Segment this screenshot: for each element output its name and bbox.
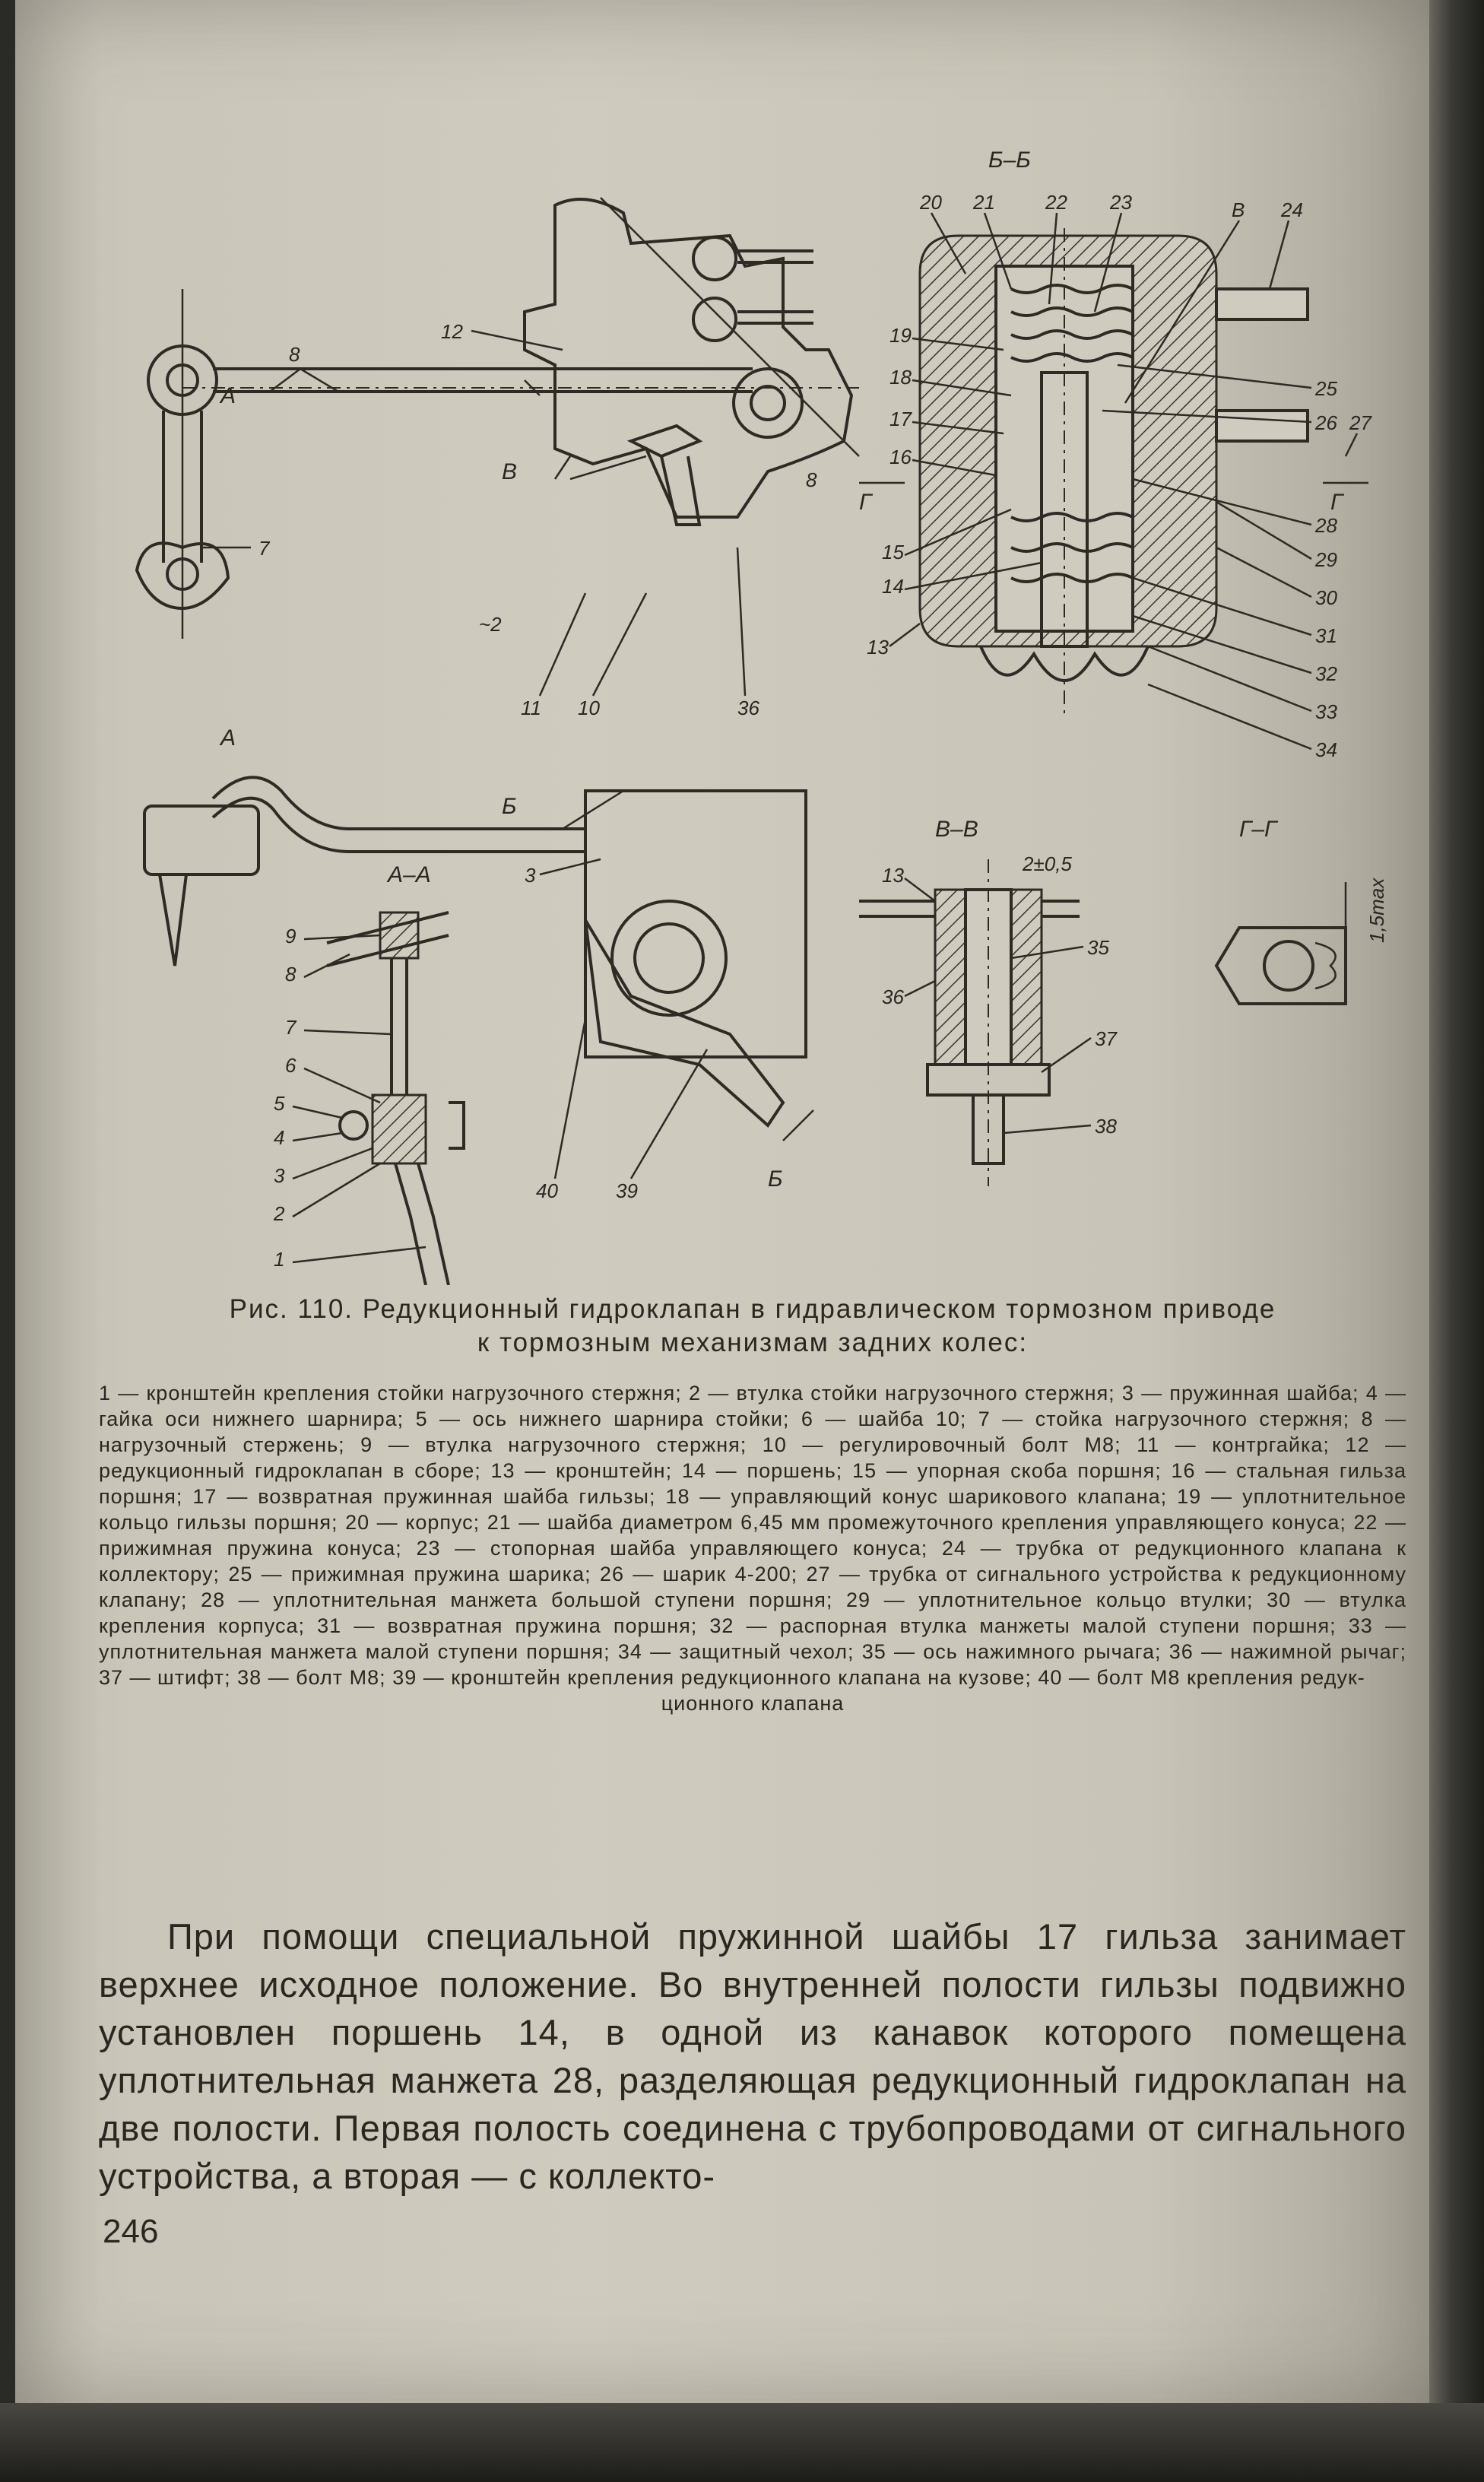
label-40: 40 [536, 1179, 558, 1202]
figure-caption-title [106, 1293, 1399, 1360]
book-page [15, 0, 1429, 2403]
label-2: 2 [274, 1202, 285, 1225]
label-19: 19 [889, 324, 912, 347]
label-23: 23 [1110, 191, 1132, 214]
label-24: 24 [1281, 198, 1303, 221]
book-spine-edge [1429, 0, 1484, 2482]
label-8-aa: 8 [285, 963, 296, 986]
plan-view [144, 777, 813, 1202]
figure-legend [99, 1380, 1406, 1716]
section-aa-view [273, 862, 464, 1285]
label-39: 39 [616, 1179, 638, 1202]
label-g-right: Г [1330, 490, 1343, 515]
label-10: 10 [578, 697, 600, 719]
legend-last-line: ционного клапана [661, 1692, 845, 1715]
label-v-left: В [502, 459, 518, 484]
section-gg-view [1216, 817, 1388, 1004]
label-15: 15 [882, 541, 904, 563]
label-29: 29 [1315, 548, 1337, 571]
section-vv-title: В–В [935, 817, 978, 842]
label-31: 31 [1315, 624, 1337, 647]
label-14: 14 [882, 575, 904, 598]
angle-dimension: ~2 [479, 613, 502, 636]
label-7-aa: 7 [285, 1016, 296, 1039]
label-35: 35 [1087, 936, 1109, 959]
label-a-bottom: А [220, 725, 236, 751]
label-36: 36 [737, 697, 759, 719]
label-v-right: 8 [806, 468, 817, 491]
label-3: 3 [274, 1164, 285, 1187]
label-34: 34 [1315, 738, 1337, 761]
max-dimension: 1,5max [1365, 878, 1388, 943]
caption-line-2: к тормозным механизмам задних колес: [477, 1328, 1029, 1357]
label-b-bottom: Б [768, 1166, 783, 1192]
label-a-top: А [220, 383, 236, 408]
label-32: 32 [1315, 662, 1337, 685]
label-30: 30 [1315, 586, 1337, 609]
label-33: 33 [1315, 700, 1337, 723]
label-9: 9 [285, 925, 296, 947]
label-21: 21 [973, 191, 995, 214]
label-36-vv: 36 [882, 986, 904, 1008]
label-b-top: Б [502, 794, 517, 819]
label-17: 17 [889, 408, 912, 430]
label-38: 38 [1095, 1115, 1117, 1138]
label-25: 25 [1315, 377, 1337, 400]
caption-line-1: Рис. 110. Редукционный гидроклапан в гидравлическом тормозном приводе [229, 1294, 1276, 1324]
label-g-left: Г [859, 490, 872, 515]
label-6: 6 [285, 1054, 296, 1077]
gap-dimension: 2±0,5 [1023, 852, 1072, 875]
section-vv-view [859, 817, 1118, 1186]
section-aa-title: А–А [388, 862, 431, 887]
linkage-view [137, 198, 859, 751]
technical-drawing [99, 122, 1391, 1285]
label-v-bb: В [1232, 198, 1245, 221]
label-7: 7 [258, 537, 270, 560]
label-26: 26 [1315, 411, 1337, 434]
label-22: 22 [1045, 191, 1067, 214]
section-gg-title: Г–Г [1239, 817, 1277, 842]
page-number: 246 [103, 2213, 159, 2250]
label-37: 37 [1095, 1027, 1117, 1050]
label-13-vv: 13 [882, 864, 904, 887]
label-20: 20 [920, 191, 942, 214]
body-paragraph: При помощи специальной пружинной шайбы 17 гильза занимает верхнее исходное положение. Во внутренней полости гильзы подвижно установлен поршень 14, в одной из канавок которого помещена уплотнительная манжета 28, разделяющая редукционный гидроклапан на две полости. Первая полость соединена с трубопроводами от сигнального устройства, а вторая — с коллекто- [99, 1916, 1406, 2196]
label-5: 5 [274, 1092, 285, 1115]
label-27: 27 [1349, 411, 1371, 434]
legend-text: 1 — кронштейн крепления стойки нагрузочного стержня; 2 — втулка стойки нагрузочного стержня; 3 — пружинная шайба; 4 — гайка оси нижнего шарнира; 5 — ось нижнего шарнира стойки; 6 — шайба 10; 7 — стойка нагрузочного стержня; 8 — нагрузочный стержень; 9 — втулка нагрузочного стержня; 10 — регулировочный болт М8; 11 — контргайка; 12 — редукционный гидроклапан в сборе; 13 — кронштейн; 14 — поршень; 15 — упорная скоба поршня; 16 — стальная гильза поршня; 17 — возвратная пружинная шайба гильзы; 18 — управляющий конус шарикового клапана; 19 — уплотнительное кольцо гильзы поршня; 20 — корпус; 21 — шайба диаметром 6,45 мм промежуточного крепления управляющего конуса; 22 — прижимная пружина конуса; 23 — стопорная шайба управляющего конуса; 24 — трубка от редукционного клапана к коллектору; 25 — прижимная пружина шарика; 26 — шарик 4-200; 27 — трубка от сигнального устройства к редукционному клапану; 28 — уплотнительная манжета большой ступени поршня; 29 — уплотнительное кольцо втулки; 30 — втулка крепления корпуса; 31 — возвратная пружина поршня; 32 — распорная втулка манжеты малой ступени поршня; 33 — уплотнительная манжета малой ступени поршня; 34 — защитный чехол; 35 — ось нажимного рычага; 36 — нажимной рычаг; 37 — штифт; 38 — болт М8; 39 — кронштейн крепления редукционного клапана на кузове; 40 — болт М8 крепления редук- [99, 1382, 1406, 1689]
label-4: 4 [274, 1126, 285, 1149]
label-13: 13 [867, 636, 889, 659]
label-12: 12 [441, 320, 463, 343]
label-18: 18 [889, 366, 912, 389]
label-3-plan: 3 [525, 864, 536, 887]
label-8: 8 [289, 343, 300, 366]
label-16: 16 [889, 446, 912, 468]
label-28: 28 [1315, 514, 1337, 537]
table-surface [0, 2403, 1484, 2482]
section-bb-view [859, 148, 1372, 761]
label-11: 11 [521, 697, 541, 719]
label-1: 1 [274, 1248, 285, 1271]
section-bb-title: Б–Б [988, 148, 1031, 173]
